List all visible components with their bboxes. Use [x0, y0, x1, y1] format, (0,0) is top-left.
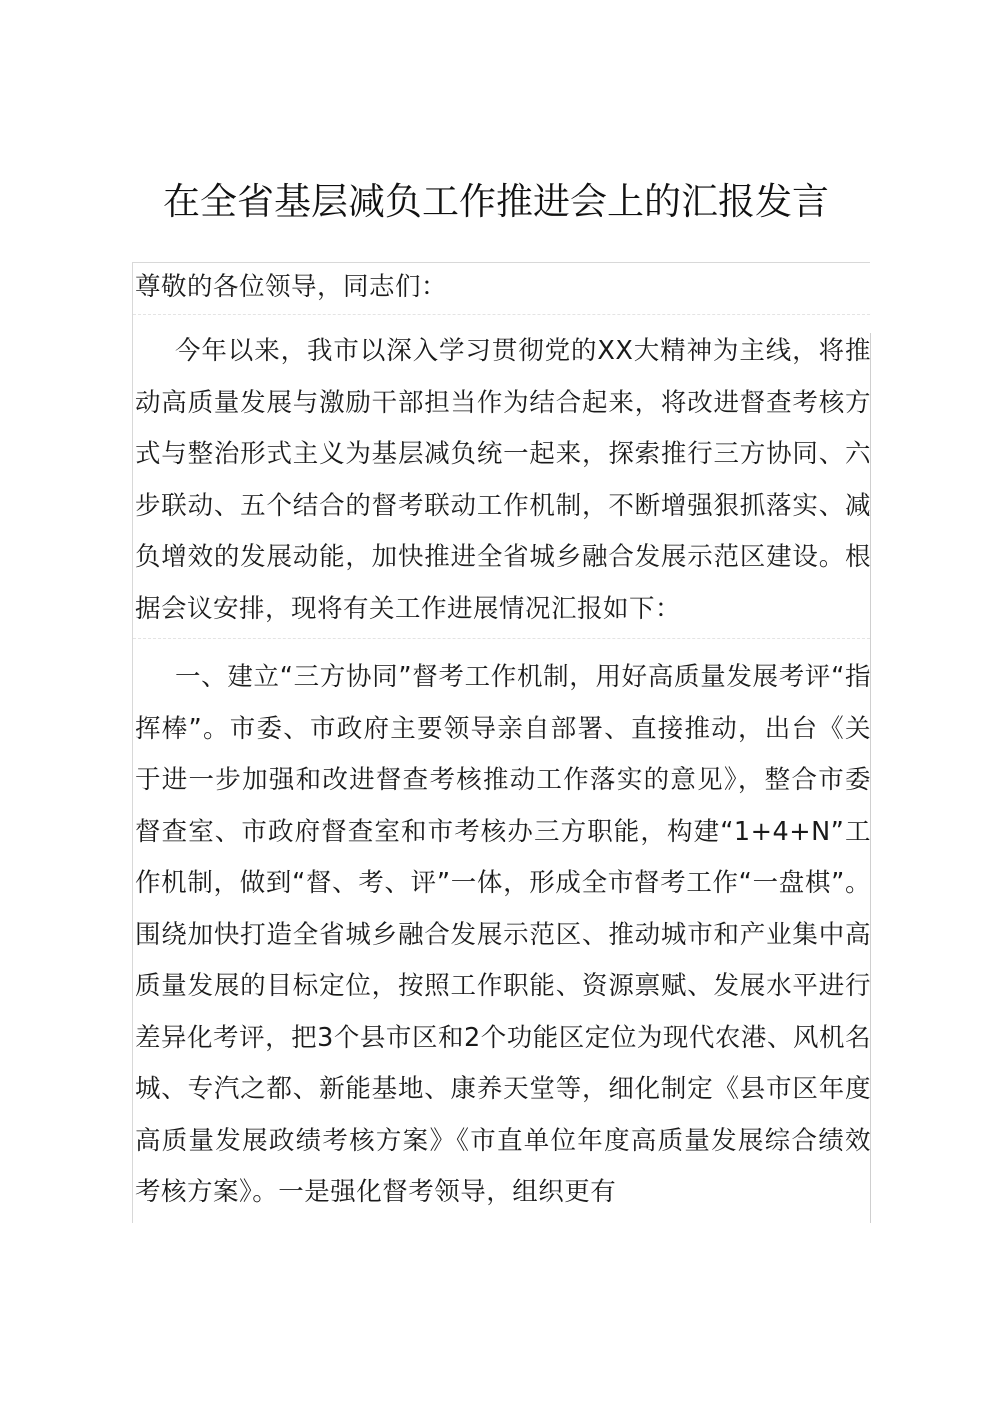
- paragraph-section-1: 一、建立“三方协同”督考工作机制，用好高质量发展考评“指挥棒”。市委、市政府主要领导亲自部署、直接推动，出台《关于进一步加强和改进督查考核推动工作落实的意见》，整合市委督查室、市政府督查室和市考核办三方职能，构建“1+4+N”工作机制，做到“督、考、评”一体，形成全市督考工作“一盘棋”。围绕加快打造全省城乡融合发展示范区、推动城市和产业集中高质量发展的目标定位，按照工作职能、资源禀赋、发展水平进行差异化考评，把3个县市区和2个功能区定位为现代农港、风机名城、专汽之都、新能基地、康养天堂等，细化制定《县市区年度高质量发展政绩考核方案》《市直单位年度高质量发展综合绩效考核方案》。一是强化督考领导，组织更有: [135, 662, 871, 1207]
- line-separator: [133, 314, 870, 315]
- document-title: 在全省基层减负工作推进会上的汇报发言: [163, 180, 829, 223]
- line-separator: [133, 638, 870, 639]
- paragraph-intro: 今年以来，我市以深入学习贯彻党的XX大精神为主线，将推动高质量发展与激励干部担当作为结合起来，将改进督查考核方式与整治形式主义为基层减负统一起来，探索推行三方协同、六步联动、五个结合的督考联动工作机制，不断增强狠抓落实、减负增效的发展动能，加快推进全省城乡融合发展示范区建设。根据会议安排，现将有关工作进展情况汇报如下：: [135, 336, 871, 624]
- salutation: 尊敬的各位领导，同志们：: [135, 272, 448, 302]
